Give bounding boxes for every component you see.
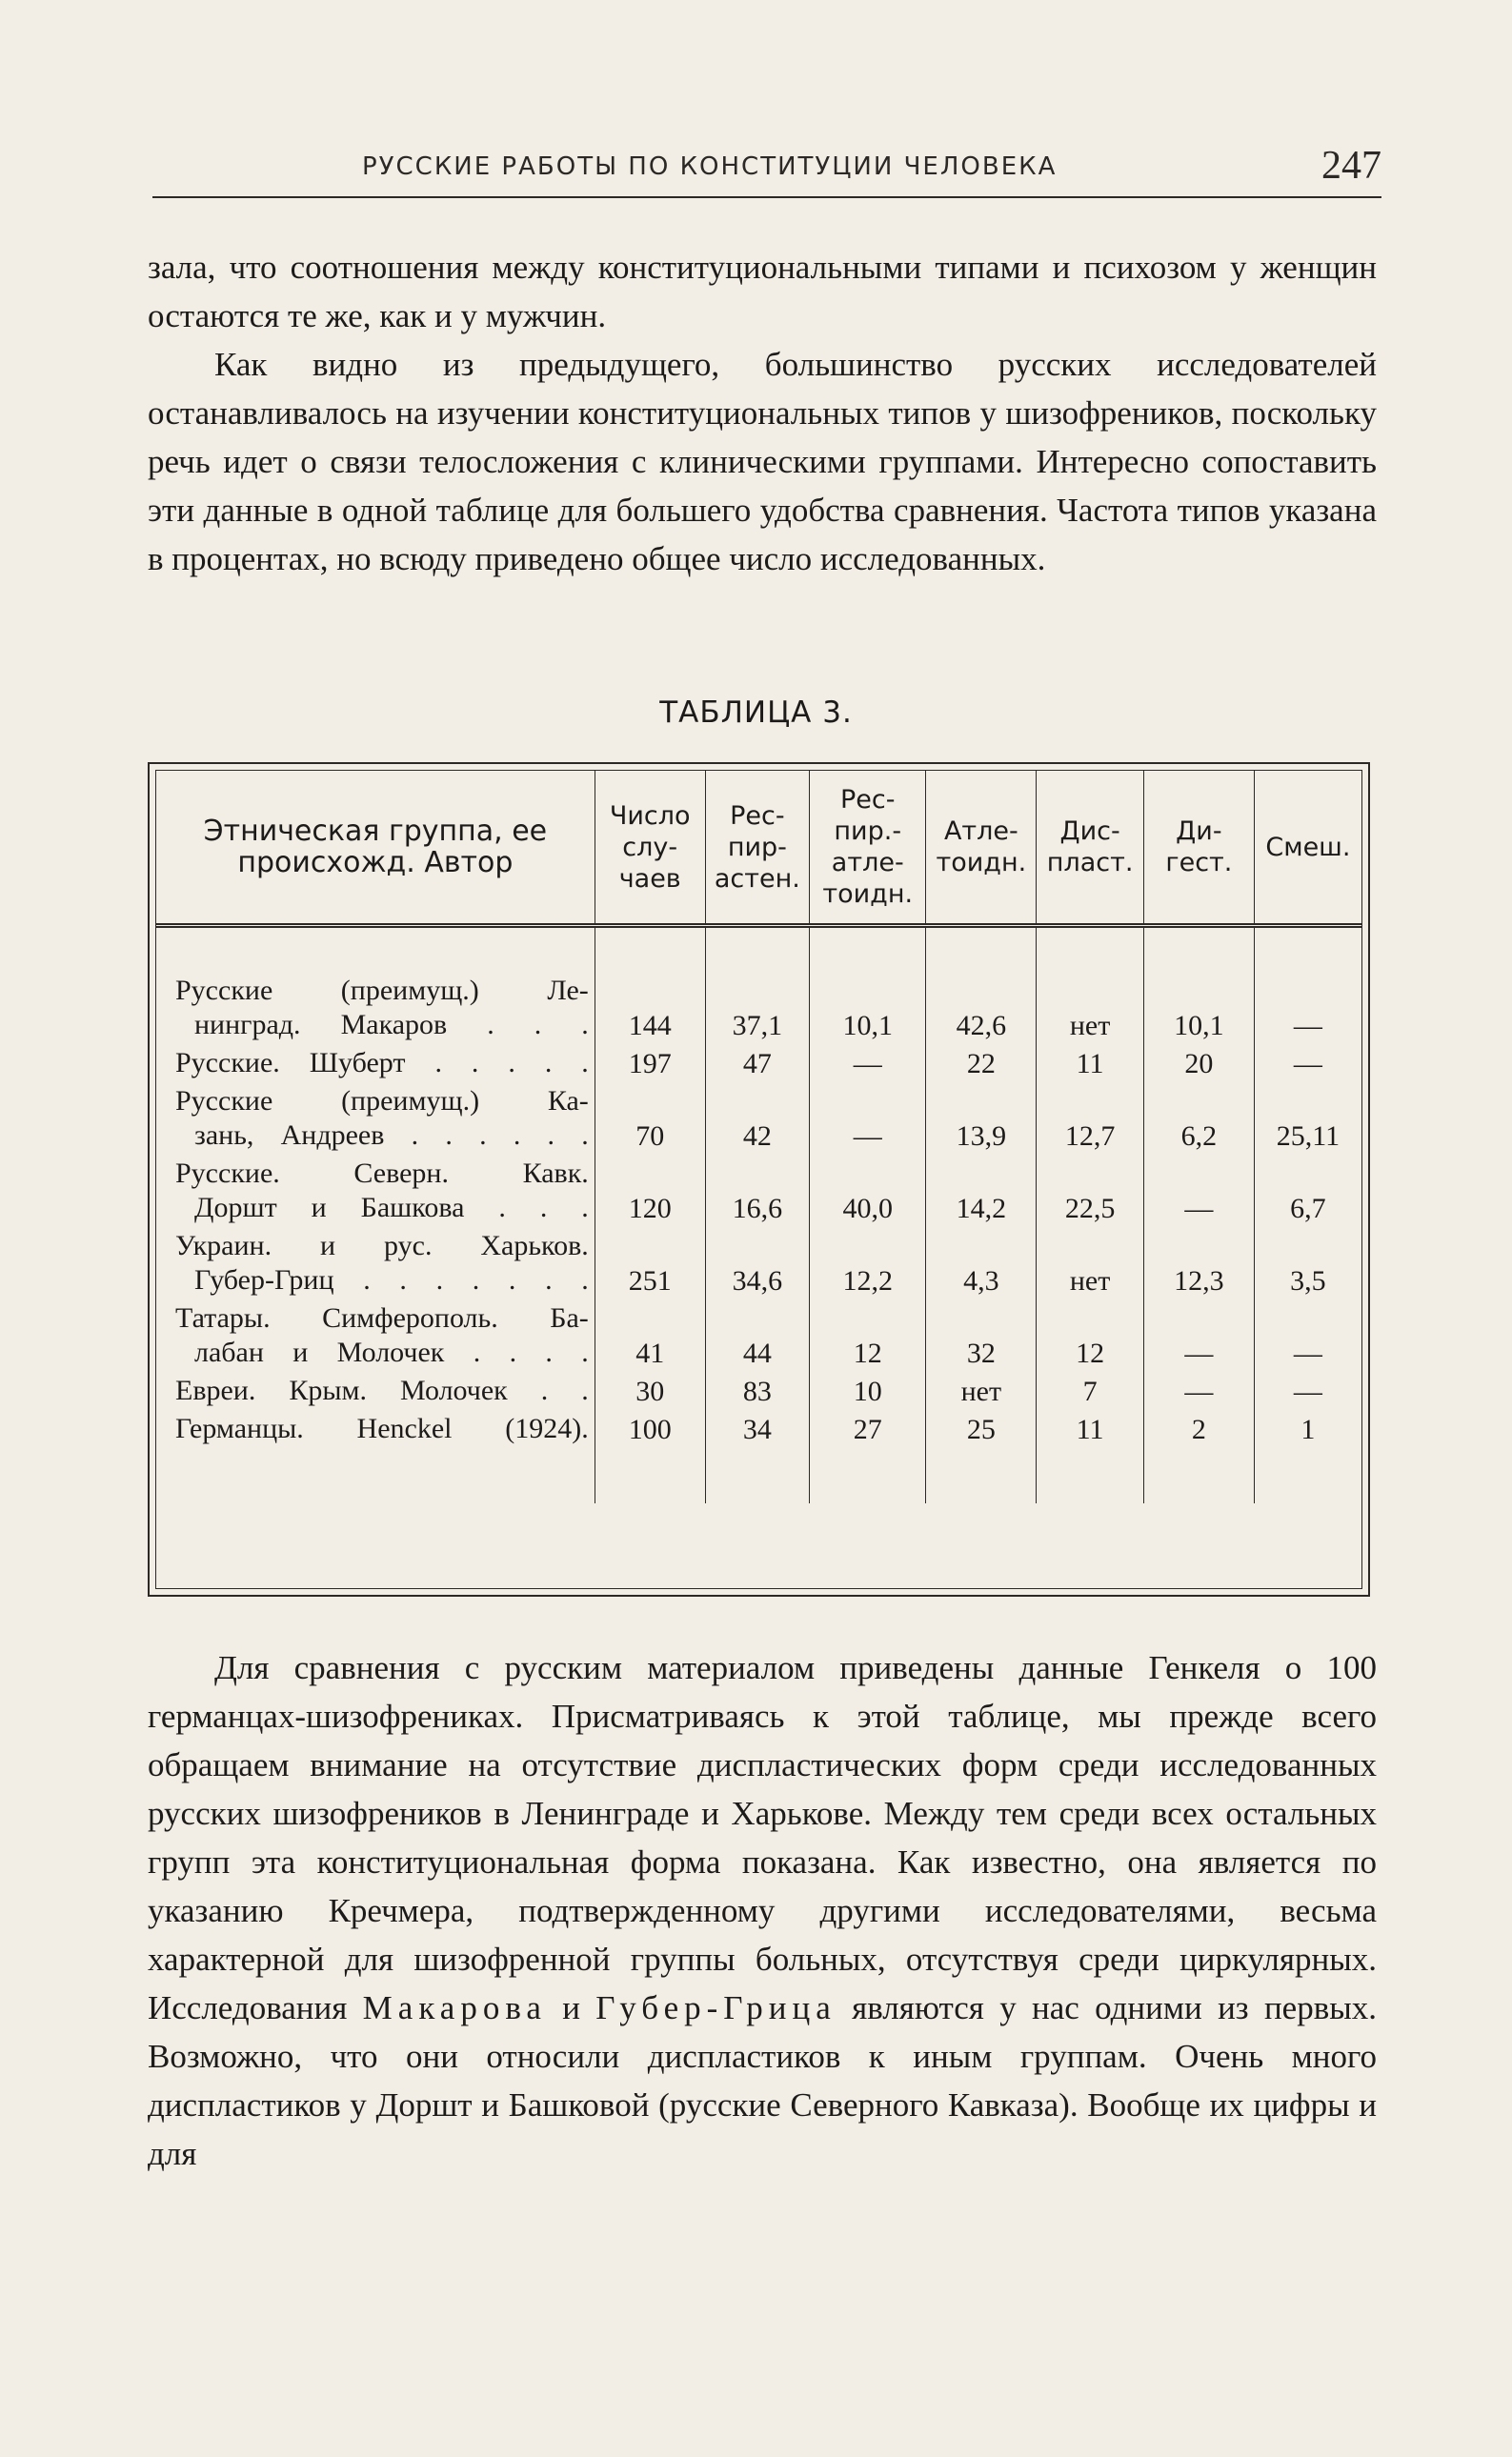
value-cell: 41 <box>595 1299 705 1372</box>
page-number: 247 <box>1321 144 1381 188</box>
value-cell: 12 <box>1037 1299 1144 1372</box>
group-line-1: Русские. Шуберт . . . . . <box>175 1047 589 1078</box>
group-line-2: лабан и Молочек . . . . <box>194 1337 589 1368</box>
column-header: Этническая группа, ее происхожд. Автор <box>156 771 595 926</box>
value-cell: 70 <box>595 1082 705 1155</box>
author-makarov: Макарова <box>362 1989 547 2026</box>
value-cell: 12,7 <box>1037 1082 1144 1155</box>
value-cell: 6,7 <box>1254 1155 1361 1227</box>
value-cell: 3,5 <box>1254 1227 1361 1299</box>
value-cell: — <box>810 1044 926 1082</box>
group-cell <box>156 1227 595 1299</box>
group-cell <box>156 1044 595 1082</box>
value-cell: 34 <box>705 1410 809 1503</box>
table-row <box>156 926 1361 1045</box>
value-cell: 10 <box>810 1372 926 1410</box>
value-cell: — <box>1254 1299 1361 1372</box>
value-cell: 16,6 <box>705 1155 809 1227</box>
table-row <box>156 1372 1361 1410</box>
value-cell: 144 <box>595 926 705 1045</box>
group-line-1: Татары. Симферополь. Ба- <box>175 1302 589 1334</box>
value-cell: 27 <box>810 1410 926 1503</box>
column-header: Атле-тоидн. <box>926 771 1037 926</box>
value-cell: 7 <box>1037 1372 1144 1410</box>
value-cell: — <box>1143 1299 1254 1372</box>
group-line-2: нинград. Макаров . . . <box>194 1009 589 1040</box>
value-cell: 22,5 <box>1037 1155 1144 1227</box>
paragraph-1: зала, что соотношения между конституциональными типами и психозом у женщин остаются те же, как и у мужчин. <box>148 249 1377 334</box>
value-cell: — <box>810 1082 926 1155</box>
paragraph-3-text-b: являются у нас одними из первых. Возможно, что они относили диспластиков к иным группам. Очень много диспластиков у Доршт и Башковой (русские Северного Кавказа). Вообще их цифры и для <box>148 1989 1377 2172</box>
group-cell <box>156 926 595 1045</box>
group-cell <box>156 1372 595 1410</box>
value-cell: 42,6 <box>926 926 1037 1045</box>
value-cell: 4,3 <box>926 1227 1037 1299</box>
column-header: Рес-пир.-атле-тоидн. <box>810 771 926 926</box>
table-row <box>156 1044 1361 1082</box>
value-cell: 44 <box>705 1299 809 1372</box>
data-table <box>156 771 1361 1503</box>
value-cell: 37,1 <box>705 926 809 1045</box>
table-body <box>156 926 1361 1504</box>
group-line-1: Германцы. Henckel (1924). <box>175 1413 589 1444</box>
value-cell: — <box>1254 1372 1361 1410</box>
value-cell: 83 <box>705 1372 809 1410</box>
table-row <box>156 1227 1361 1299</box>
page-header <box>152 143 1381 198</box>
table-caption: ТАБЛИЦА 3. <box>659 695 853 730</box>
group-line-1: Русские. Северн. Кавк. <box>175 1158 589 1189</box>
value-cell: 2 <box>1143 1410 1254 1503</box>
value-cell: 32 <box>926 1299 1037 1372</box>
table-row <box>156 1082 1361 1155</box>
value-cell: 40,0 <box>810 1155 926 1227</box>
paragraph-3-text-a: Для сравнения с русским материалом приведены данные Генкеля о 100 германцах-шизофрениках. Присматриваясь к этой таблице, мы прежде всего обращаем внимание на отсутствие диспластических форм среди исследованных русских шизофреников в Ленинграде и Харькове. Между тем среди всех остальных групп эта конституциональная форма показана. Как известно, она является по указанию Кречмера, подтвержденному другими исследователями, весьма характерной для шизофренной группы больных, отсутствуя среди циркулярных. Исследования <box>148 1649 1377 2026</box>
value-cell: 25 <box>926 1410 1037 1503</box>
group-cell <box>156 1410 595 1503</box>
value-cell: — <box>1143 1155 1254 1227</box>
column-header: Ди-гест. <box>1143 771 1254 926</box>
table-frame <box>148 762 1370 1597</box>
table-inner-frame <box>155 770 1362 1589</box>
value-cell: 10,1 <box>810 926 926 1045</box>
value-cell: нет <box>926 1372 1037 1410</box>
value-cell: — <box>1254 1044 1361 1082</box>
value-cell: — <box>1254 926 1361 1045</box>
value-cell: 12,2 <box>810 1227 926 1299</box>
value-cell: 34,6 <box>705 1227 809 1299</box>
group-line-2: Доршт и Башкова . . . <box>194 1192 589 1223</box>
value-cell: 197 <box>595 1044 705 1082</box>
value-cell: 120 <box>595 1155 705 1227</box>
column-header: Рес-пир-астен. <box>705 771 809 926</box>
table-row <box>156 1410 1361 1503</box>
value-cell: 14,2 <box>926 1155 1037 1227</box>
value-cell: 6,2 <box>1143 1082 1254 1155</box>
value-cell: 251 <box>595 1227 705 1299</box>
group-line-1: Русские (преимущ.) Ка- <box>175 1085 589 1117</box>
value-cell: 30 <box>595 1372 705 1410</box>
value-cell: 25,11 <box>1254 1082 1361 1155</box>
value-cell: нет <box>1037 926 1144 1045</box>
value-cell: 11 <box>1037 1044 1144 1082</box>
value-cell: 11 <box>1037 1410 1144 1503</box>
group-line-1: Украин. и рус. Харьков. <box>175 1230 589 1261</box>
column-header: Число слу-чаев <box>595 771 705 926</box>
value-cell: 10,1 <box>1143 926 1254 1045</box>
running-title: РУССКИЕ РАБОТЫ ПО КОНСТИТУЦИИ ЧЕЛОВЕКА <box>362 152 1058 181</box>
value-cell: — <box>1143 1372 1254 1410</box>
value-cell: 1 <box>1254 1410 1361 1503</box>
group-line-2: Губер-Гриц . . . . . . . <box>194 1264 589 1296</box>
group-line-1: Евреи. Крым. Молочек . . <box>175 1375 589 1406</box>
column-header: Дис-пласт. <box>1037 771 1144 926</box>
value-cell: 12,3 <box>1143 1227 1254 1299</box>
group-line-2: зань, Андреев . . . . . . <box>194 1119 589 1151</box>
conjunction: и <box>546 1989 596 2026</box>
group-line-1: Русские (преимущ.) Ле- <box>175 975 589 1006</box>
author-guber-grits: Губер-Грица <box>595 1989 837 2026</box>
paragraph-3 <box>148 1643 1377 2178</box>
table-row <box>156 1155 1361 1227</box>
paragraph-2: Как видно из предыдущего, большинство русских исследователей останавливалось на изучении конституциональных типов у шизофреников, поскольку речь идет о связи телосложения с клиническими группами. Интересно сопоставить эти данные в одной таблице для большего удобства сравнения. Частота типов указана в процентах, но всюду приведено общее число исследованных. <box>148 346 1377 577</box>
table-header-row <box>156 771 1361 926</box>
value-cell: 13,9 <box>926 1082 1037 1155</box>
value-cell: 42 <box>705 1082 809 1155</box>
value-cell: нет <box>1037 1227 1144 1299</box>
value-cell: 100 <box>595 1410 705 1503</box>
column-header: Смеш. <box>1254 771 1361 926</box>
group-cell <box>156 1082 595 1155</box>
group-cell <box>156 1155 595 1227</box>
value-cell: 12 <box>810 1299 926 1372</box>
value-cell: 22 <box>926 1044 1037 1082</box>
group-cell <box>156 1299 595 1372</box>
value-cell: 47 <box>705 1044 809 1082</box>
value-cell: 20 <box>1143 1044 1254 1082</box>
table-row <box>156 1299 1361 1372</box>
